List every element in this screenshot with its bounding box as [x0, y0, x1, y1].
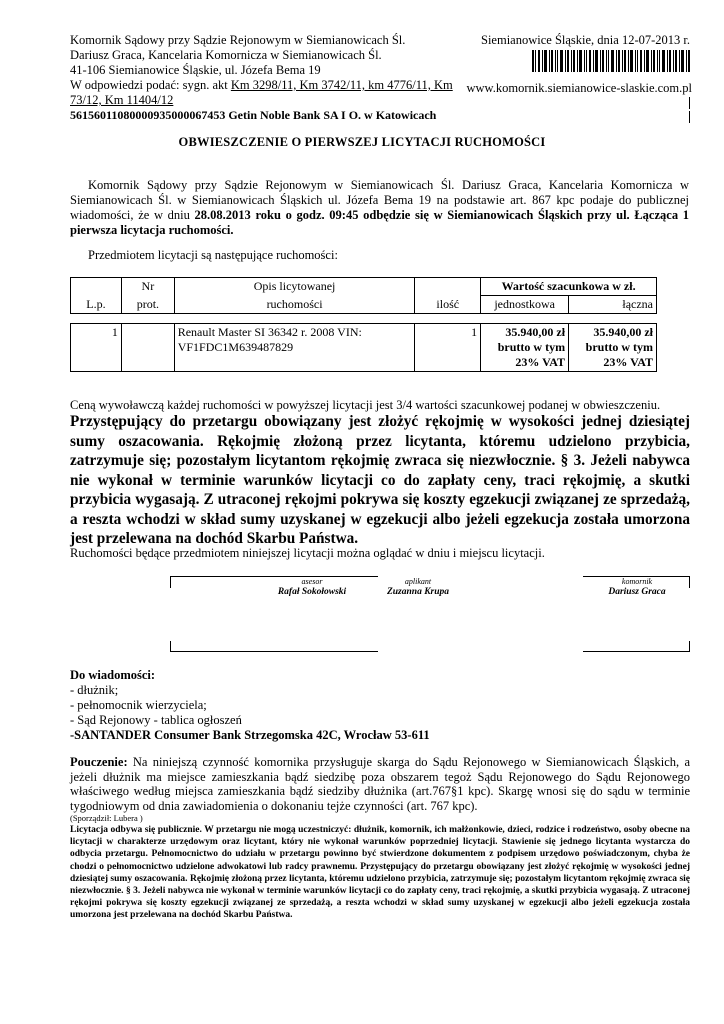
signature-line	[583, 651, 690, 652]
col-lp: L.p.	[71, 278, 122, 314]
signature-line	[170, 651, 378, 652]
col-quantity: ilość	[415, 278, 481, 314]
signature-role-aplikant: aplikant	[404, 577, 432, 586]
signature-tick	[170, 576, 171, 588]
signature-tick	[689, 576, 690, 588]
header-line-4	[70, 78, 470, 108]
instruction-paragraph	[70, 755, 690, 813]
cell-quantity: 1	[415, 324, 481, 372]
col-unit-value: jednostkowa	[481, 296, 569, 314]
reference-prefix: W odpowiedzi podać: sygn. akt	[70, 78, 231, 92]
intro-text: Komornik Sądowy przy Sądzie Rejonowym w Siemianowicach Śl. Dariusz Graca, Kancelaria Komornicza w Siemianowicach Śl. w Siemianowicach Śląskich ul. Józefa Bema 19 na podstawie art. 867 kpc podaje do publicznej wiadomości, że w dniu	[70, 178, 689, 222]
recipients-list	[70, 683, 430, 743]
signature-role-asesor: asesor	[301, 577, 323, 586]
case-references: Km 3298/11, Km 3742/11, km 4776/11, Km 73/12, Km 11404/12	[70, 78, 453, 107]
signature-tick	[170, 641, 171, 651]
signature-name-komornik: Dariusz Graca	[608, 587, 666, 597]
place-date: Siemianowice Śląskie, dnia 12-07-2013 r.	[481, 33, 690, 47]
signature-role-komornik: komornik	[621, 577, 653, 586]
list-item: -SANTANDER Consumer Bank Strzegomska 42C, Wrocław 53-611	[70, 728, 430, 742]
prepared-by: (Sporządził: Lubera )	[70, 813, 143, 823]
col-value: Wartość szacunkowa w zł.	[481, 278, 657, 296]
col-prot: prot.	[121, 296, 174, 314]
bailiff-header	[70, 33, 470, 123]
list-item: - dłużnik;	[70, 683, 119, 697]
signature-name-aplikant: Zuzanna Krupa	[386, 587, 450, 597]
header-line-3: 41-106 Siemianowice Śląskie, ul. Józefa Bema 19	[70, 63, 321, 77]
header-line-1: Komornik Sądowy przy Sądzie Rejonowym w Siemianowicach Śl.	[70, 33, 406, 47]
col-description-2: ruchomości	[174, 296, 414, 314]
barcode-icon	[532, 50, 690, 72]
margin-mark	[689, 111, 690, 123]
cell-description: Renault Master SI 36342 r. 2008 VIN: VF1FDC1M639487829	[174, 324, 415, 372]
col-total-value: łączna	[569, 296, 657, 314]
document-title: OBWIESZCZENIE O PIERWSZEJ LICYTACJI RUCHOMOŚCI	[178, 135, 546, 149]
starting-price-note: Ceną wywoławczą każdej ruchomości w powyższej licytacji jest 3/4 wartości szacunkowej podanej w obwieszczeniu.	[70, 398, 661, 412]
items-table	[70, 323, 657, 372]
col-nr: Nr	[121, 278, 174, 296]
auction-date-place: 28.08.2013 roku o godz. 09:45 odbędzie się w Siemianowicach Śląskich przy ul. Łącząca 1 pierwsza licytacja ruchomości.	[70, 208, 689, 237]
instruction-label: Pouczenie:	[70, 755, 128, 769]
table-row	[71, 324, 657, 372]
items-table-header	[70, 277, 657, 314]
cell-nr	[121, 324, 174, 372]
bank-account: 56156011080000935000067453 Getin Noble Bank SA I O. w Katowicach	[70, 108, 437, 122]
instruction-text: Na niniejszą czynność komornika przysługuje skarga do Sądu Rejonowego w Siemianowicach Śląskich, a jeżeli dłużnik ma miejsce zamieszkania bądź siedzibę poza obszarem tegoż Sądu Rejonowego do Sądu Rejonowego właściwego według miejsca zamieszkania bądź siedziby dłużnika (art.767§1 kpc). Skargę wnosi się do sądu w terminie tygodniowym od dnia zawiadomienia o dokonaniu tejże czynności (art. 767 kpc).	[70, 755, 690, 813]
signature-tick	[689, 641, 690, 651]
auction-rules: Licytacja odbywa się publicznie. W przetargu nie mogą uczestniczyć: dłużnik, komornik, ich małżonkowie, dzieci, rodzice i rodzeństwo, osoby obecne na licytacji w charakterze urzędowym oraz licytant, który nie wykonał warunków poprzedniej licytacji. Stawienie się jednego licytanta wystarcza do odbycia przetargu. Pełnomocnictwo do udziału w przetargu powinno być stwierdzone dokumentem z podpisem urzędowo poświadczonym, chyba że chodzi o pełnomocnictwo udzielone adwokatowi lub radcy prawnemu. Przystępujący do przetargu obowiązany jest złożyć rękojmię w wysokości jednej dziesiątej sumy oszacowania. Rękojmię złożoną przez licytanta, któremu udzielono przybicia, zatrzymuje się; pozostałym licytantom rękojmię zwraca się niezwłocznie. § 3. Jeżeli nabywca nie wykonał w terminie warunków licytacji co do zapłaty ceny, traci rękojmię, a skutki przybicia wygasają. Z utraconej rękojmi pokrywa się koszty egzekucji związanej ze sprzedażą, a reszta wchodzi w skład sumy uzyskanej w egzekucji albo jeżeli egzekucja została umorzona jest przelewana na dochód Skarbu Państwa.	[70, 825, 690, 921]
col-description-1: Opis licytowanej	[174, 278, 414, 296]
intro-paragraph	[70, 178, 689, 238]
recipients-heading: Do wiadomości:	[70, 668, 156, 682]
viewing-info: Ruchomości będące przedmiotem niniejszej licytacji można oglądać w dniu i miejscu licytacji.	[70, 546, 545, 560]
website-url: www.komornik.siemianowice-slaskie.com.pl	[466, 81, 692, 95]
list-item: - pełnomocnik wierzyciela;	[70, 698, 207, 712]
header-line-2: Dariusz Graca, Kancelaria Komornicza w Siemianowicach Śl.	[70, 48, 382, 62]
cell-unit-value: 35.940,00 zł brutto w tym 23% VAT	[481, 324, 569, 372]
items-lead: Przedmiotem licytacji są następujące ruchomości:	[88, 248, 338, 262]
margin-mark	[689, 97, 690, 109]
list-item: - Sąd Rejonowy - tablica ogłoszeń	[70, 713, 242, 727]
signature-name-asesor: Rafał Sokołowski	[277, 587, 347, 597]
cell-lp: 1	[71, 324, 122, 372]
cell-total-value: 35.940,00 zł brutto w tym 23% VAT	[569, 324, 657, 372]
deposit-terms: Przystępujący do przetargu obowiązany jest złożyć rękojmię w wysokości jednej dziesiątej sumy oszacowania. Rękojmię złożoną przez licytanta, któremu udzielono przybicia, zatrzymuje się; pozostałym licytantom rękojmię zwraca się niezwłocznie. § 3. Jeżeli nabywca nie wykonał w terminie warunków licytacji co do zapłaty ceny, traci rękojmię, a skutki przybicia wygasają. Z utraconej rękojmi pokrywa się koszty egzekucji związanej ze sprzedażą, a reszta wchodzi w skład sumy uzyskanej w egzekucji albo jeżeli egzekucja została umorzona jest przelewana na dochód Skarbu Państwa.	[70, 413, 690, 547]
